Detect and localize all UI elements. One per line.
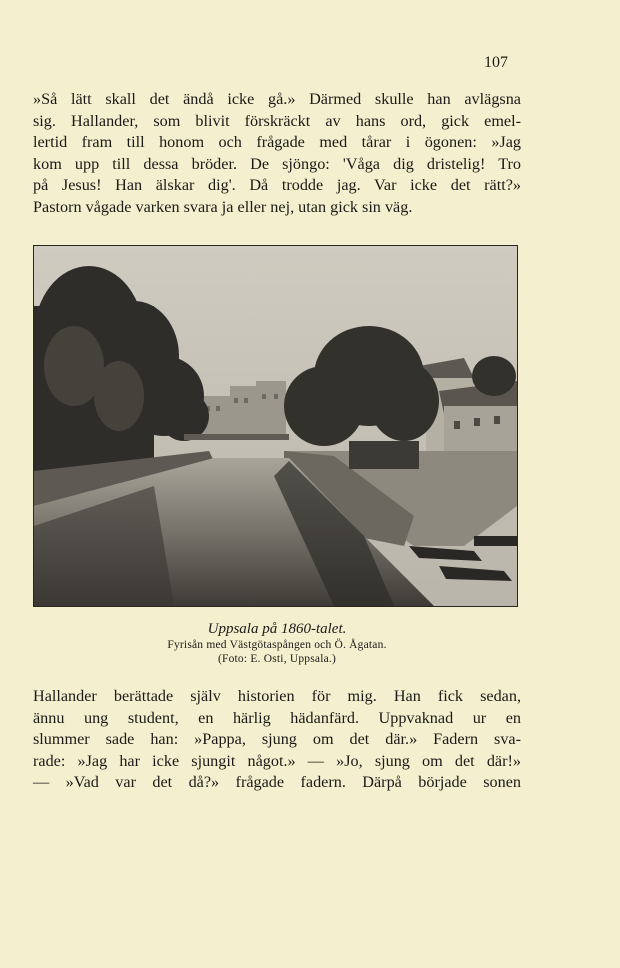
text-line: — »Vad var det då?» frågade fadern. Därpå började sonen bbox=[33, 773, 521, 792]
historical-photo bbox=[33, 245, 518, 607]
text-line: ännu ung student, en härlig hädanfärd. Uppvaknad ur en bbox=[33, 708, 521, 727]
text-line: kom upp till dessa bröder. De sjöngo: 'Våga dig dristelig! Tro bbox=[33, 154, 521, 173]
text-line: slummer sade han: »Pappa, sjung om det där.» Fadern sva- bbox=[33, 730, 521, 749]
text-line: Pastorn vågade varken svara ja eller nej, utan gick sin väg. bbox=[33, 197, 413, 216]
river-scene-illustration bbox=[34, 246, 517, 606]
caption-credit: (Foto: E. Osti, Uppsala.) bbox=[217, 653, 337, 665]
text-line: sig. Hallander, som blivit förskräckt av hans ord, gick emel- bbox=[33, 111, 521, 130]
paragraph-top bbox=[33, 89, 521, 219]
text-line: på Jesus! Han älskar dig'. Då trodde jag. Var icke det rätt?» bbox=[33, 176, 521, 195]
text-line: »Så lätt skall det ändå icke gå.» Därmed skulle han avlägsna bbox=[33, 90, 521, 108]
caption-title: Uppsala på 1860-talet. bbox=[207, 621, 347, 637]
caption-subtitle: Fyrisån med Västgötaspången och Ö. Ågatan. bbox=[167, 639, 387, 651]
paragraph-bottom bbox=[33, 686, 521, 794]
text-line: rade: »Jag har icke sjungit något.» — »Jo, sjung om det där!» bbox=[33, 751, 521, 770]
text-line: Hallander berättade själv historien för mig. Han fick sedan, bbox=[33, 687, 521, 705]
figure-caption bbox=[33, 620, 521, 666]
text-line: lertid fram till honom och frågade med tårar i ögonen: »Jag bbox=[33, 133, 521, 152]
page-number: 107 bbox=[484, 54, 508, 71]
